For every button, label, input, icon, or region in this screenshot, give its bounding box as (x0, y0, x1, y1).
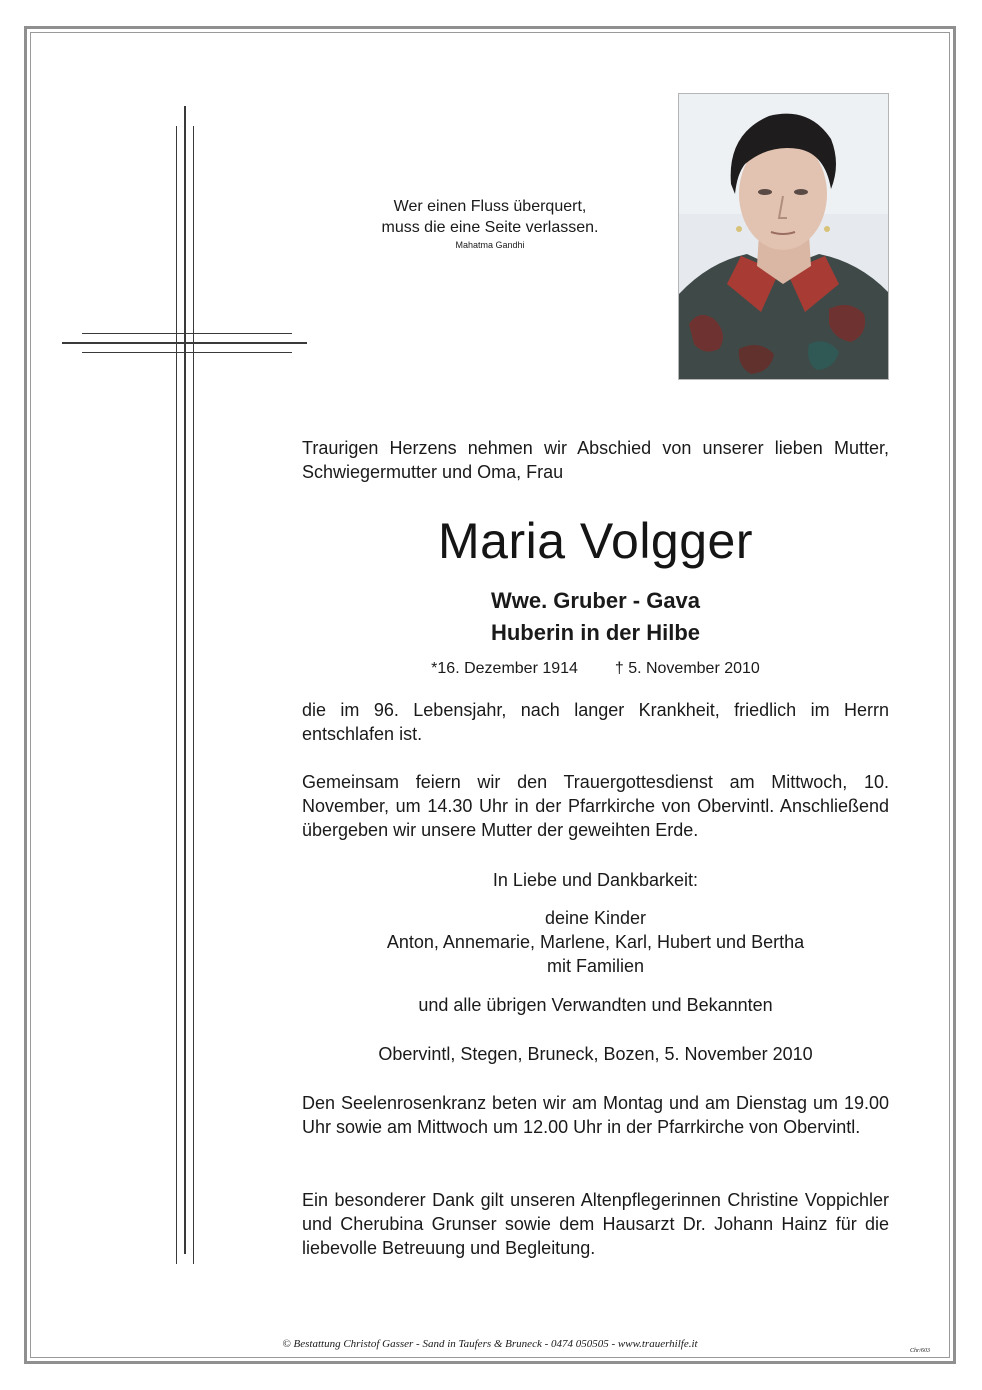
deceased-name: Maria Volgger (438, 513, 753, 569)
place-date-text: Obervintl, Stegen, Bruneck, Bozen, 5. November 2010 (378, 1044, 813, 1064)
rosary-text: Den Seelenrosenkranz beten wir am Montag und am Dienstag um 19.00 Uhr sowie am Mittwoch um 12.00 Uhr in der Pfarrkirche von Obervintl. (302, 1093, 889, 1137)
life-dates (302, 658, 889, 680)
service-text: Gemeinsam feiern wir den Trauergottesdienst am Mittwoch, 10. November, um 14.30 Uhr in der Pfarrkirche von Obervintl. Anschließend übergeben wir unsere Mutter der geweihten Erde. (302, 772, 889, 840)
family-line-3: mit Familien (546, 956, 644, 976)
love-text: In Liebe und Dankbarkeit: (492, 870, 699, 890)
quote-block (300, 196, 680, 252)
thanks-text: Ein besonderer Dank gilt unseren Altenpflegerinnen Christine Voppichler und Cherubina Grunser sowie dem Hausarzt Dr. Johann Hainz für die liebevolle Betreuung und Begleitung. (302, 1190, 889, 1258)
corner-mark: Chr/603 (910, 1348, 931, 1354)
family-line-2: Anton, Annemarie, Marlene, Karl, Hubert und Bertha (386, 932, 805, 952)
passing-text: die im 96. Lebensjahr, nach langer Krankheit, friedlich im Herrn entschlafen ist. (302, 700, 889, 744)
deceased-farm-name: Huberin in der Hilbe (490, 620, 701, 645)
quote-line-1: Wer einen Fluss überquert, (393, 198, 587, 215)
intro-text: Traurigen Herzens nehmen wir Abschied von unserer lieben Mutter, Schwiegermutter und Oma, Frau (302, 438, 889, 482)
family-block (302, 906, 889, 978)
quote-author: Mahatma Gandhi (455, 240, 525, 250)
footer-text: © Bestattung Christof Gasser - Sand in Taufers & Bruneck - 0474 050505 - www.trauerhilfe.it (282, 1338, 698, 1350)
deceased-maiden-name: Wwe. Gruber - Gava (490, 588, 701, 613)
family-line-1: deine Kinder (544, 908, 647, 928)
portrait-photo (678, 93, 889, 380)
death-date: † 5. November 2010 (614, 660, 760, 677)
relatives-text: und alle übrigen Verwandten und Bekannten (418, 995, 773, 1015)
birth-date: *16. Dezember 1914 (431, 660, 578, 677)
quote-line-2: muss die eine Seite verlassen. (381, 219, 599, 236)
